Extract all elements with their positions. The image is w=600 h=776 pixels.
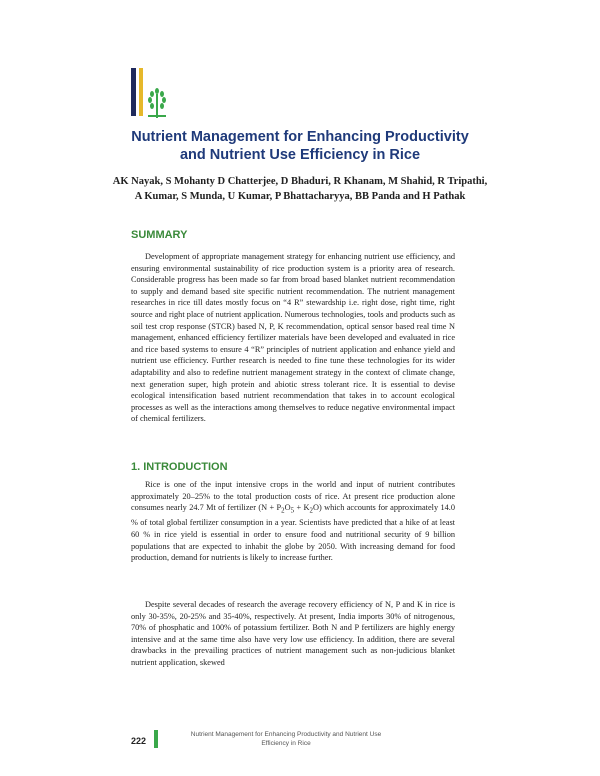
intro-text-mid: O	[284, 503, 291, 513]
intro-text-before: Rice is one of the input intensive crops in the world and input of nutrient contributes approximately 20–25% to the total production costs of rice. At present rice production alone consumes nearly 24.7 Mt of fertilizer (N + P	[131, 480, 455, 513]
intro-text-mid: + K	[294, 503, 310, 513]
intro-text-after: O) which accounts for approximately 14.0 % of total global fertilizer consumption in a year. Scientists have predicted that a hike of at least 60 % in rice yield is essential in order to ensure food and nutritional security of 9 billion populations that are expected to inhabit the globe by 2050. With increasing demand for food production, demand for nutrients is likely to increase further.	[131, 503, 455, 563]
rice-plant-icon	[145, 88, 169, 118]
footer-accent-bar	[154, 730, 158, 748]
subscript: 5	[290, 507, 295, 515]
header-accent-bar-yellow	[139, 68, 143, 116]
page-number: 222	[131, 736, 147, 746]
subscript: 2	[281, 507, 285, 515]
running-title: Nutrient Management for Enhancing Productivity and Nutrient Use Efficiency in Rice	[190, 731, 382, 747]
summary-heading: SUMMARY	[131, 229, 188, 241]
summary-paragraph: Development of appropriate management strategy for enhancing nutrient use efficiency, and ensuring environmental sustainability of rice production system is a priority area of research. Considerable progress has been made so far from broad based blanket nutrient recommendation to supply and demand based site specific nutrient recommendation. The nutrient management researches in rice till dates mostly focus on “4 R” stewardship i.e. right dose, right time, right source and right place of nutrient application. Numerous technologies, tools and products such as soil test crop response (STCR) based N, P, K recommendation, optical sensor based real time N management, enhanced efficiency fertilizer materials have been developed and evaluated in rice and rice based systems to ensure 4 “R” principles of nutrient application and enhance yield and nutrient use efficiency. Further research is needed to fine tune these technologies for its wider adaptability and also to redefine nutrient management strategy in the context of climate change, next generation super, high protein and abiotic stress tolerant rice. It is essential to devise ecological intensification based nutrient recommendation that takes in to account ecological processes as well as the interactions among themselves to reduce negative environmental impact of chemical fertilizers.	[131, 252, 455, 424]
header-accent-bar-navy	[131, 68, 136, 116]
introduction-paragraph-2: Despite several decades of research the average recovery efficiency of N, P and K in rice is only 30-35%, 20-25% and 35-40%, respectively. At present, India imports 30% of nitrogenous, 70% of phosphatic and 100% of potassium fertilizer. Both N and P fertilizers are highly energy intensive and at the same time also have very low use efficiency. In addition, there are several drawbacks in the prevailing practices of nutrient management such as non-judicious blanket nutrient application, skewed	[131, 600, 455, 667]
introduction-paragraph-1	[131, 479, 455, 564]
author-list: AK Nayak, S Mohanty D Chatterjee, D Bhaduri, R Khanam, M Shahid, R Tripathi, A Kumar, S Munda, U Kumar, P Bhattacharyya, BB Panda and H Pathak	[112, 176, 488, 202]
page-title: Nutrient Management for Enhancing Productivity and Nutrient Use Efficiency in Rice	[131, 129, 469, 163]
introduction-heading: 1. INTRODUCTION	[131, 461, 228, 473]
subscript: 2	[309, 507, 313, 515]
